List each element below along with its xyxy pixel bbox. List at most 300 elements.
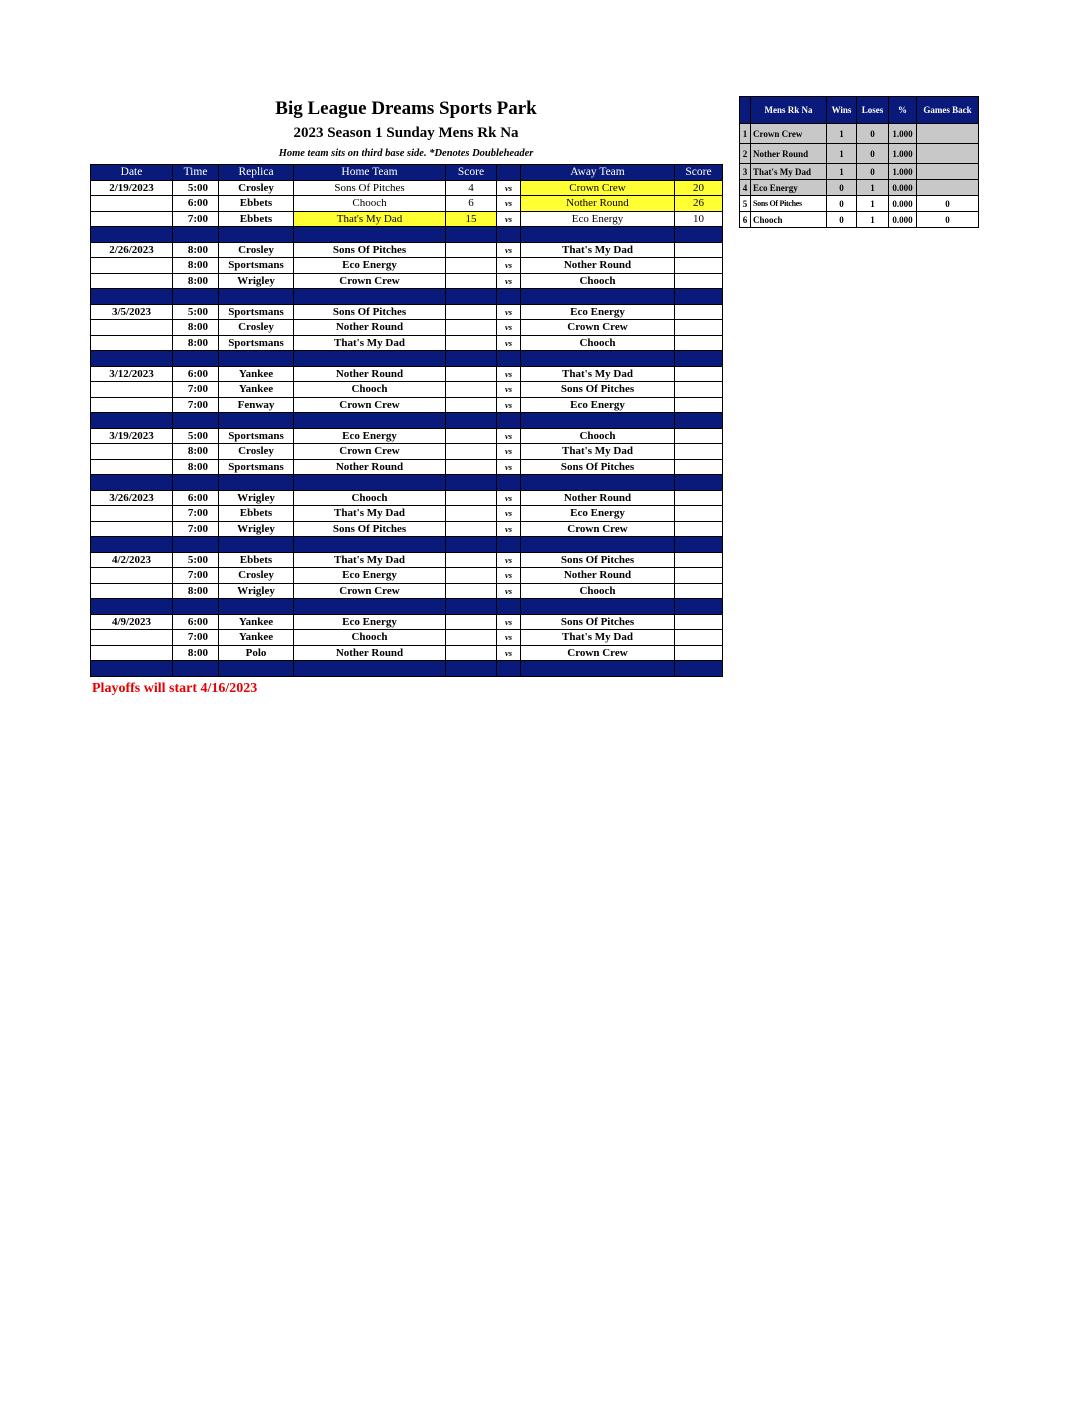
game-home-team: Crown Crew	[294, 444, 446, 460]
standings-division-header: Mens Rk Na	[751, 97, 827, 124]
game-home-team: Nother Round	[294, 320, 446, 336]
game-date	[91, 630, 173, 646]
standings-loses: 0	[857, 144, 889, 164]
game-away-team: Eco Energy	[521, 397, 675, 413]
game-time: 8:00	[173, 645, 219, 661]
game-vs: vs	[497, 258, 521, 274]
standings-row	[740, 124, 979, 144]
game-replica: Fenway	[219, 397, 294, 413]
game-away-team: That's My Dad	[521, 242, 675, 258]
standings-wins: 1	[827, 164, 857, 180]
standings-pct-header: %	[889, 97, 917, 124]
game-away-team: Nother Round	[521, 196, 675, 212]
game-row	[91, 320, 723, 336]
game-away-team: Crown Crew	[521, 180, 675, 196]
separator-cell	[173, 289, 219, 305]
game-time: 5:00	[173, 304, 219, 320]
game-date: 3/26/2023	[91, 490, 173, 506]
game-row	[91, 211, 723, 227]
game-time: 8:00	[173, 583, 219, 599]
game-date: 3/5/2023	[91, 304, 173, 320]
game-vs: vs	[497, 196, 521, 212]
game-replica: Sportsmans	[219, 459, 294, 475]
game-row	[91, 444, 723, 460]
game-date	[91, 196, 173, 212]
game-time: 8:00	[173, 444, 219, 460]
game-away-score	[675, 459, 723, 475]
standings-loses: 0	[857, 164, 889, 180]
game-row	[91, 428, 723, 444]
separator-cell	[294, 413, 446, 429]
game-home-score	[446, 444, 497, 460]
game-date: 3/12/2023	[91, 366, 173, 382]
game-away-team: Eco Energy	[521, 506, 675, 522]
separator-cell	[521, 599, 675, 615]
game-home-score	[446, 428, 497, 444]
game-home-score	[446, 382, 497, 398]
separator-cell	[173, 599, 219, 615]
game-home-team: That's My Dad	[294, 506, 446, 522]
game-away-score	[675, 552, 723, 568]
game-time: 6:00	[173, 614, 219, 630]
game-replica: Yankee	[219, 382, 294, 398]
game-home-team: Eco Energy	[294, 428, 446, 444]
game-away-score	[675, 428, 723, 444]
game-vs: vs	[497, 180, 521, 196]
game-home-team: Chooch	[294, 196, 446, 212]
standings-team: Sons Of Pitches	[751, 196, 827, 212]
game-row	[91, 630, 723, 646]
game-home-team: Sons Of Pitches	[294, 521, 446, 537]
game-home-score	[446, 258, 497, 274]
separator-cell	[497, 661, 521, 677]
game-away-team: That's My Dad	[521, 630, 675, 646]
game-home-team: Eco Energy	[294, 614, 446, 630]
game-row	[91, 459, 723, 475]
game-away-team: Chooch	[521, 583, 675, 599]
schedule-header-row	[91, 165, 723, 181]
standings-wins: 0	[827, 212, 857, 228]
standings-pct: 0.000	[889, 196, 917, 212]
game-away-team: Nother Round	[521, 490, 675, 506]
game-away-score	[675, 258, 723, 274]
separator-cell	[91, 475, 173, 491]
game-home-score	[446, 335, 497, 351]
game-away-team: Sons Of Pitches	[521, 459, 675, 475]
game-row	[91, 382, 723, 398]
standings-loses-header: Loses	[857, 97, 889, 124]
separator-cell	[497, 227, 521, 243]
game-replica: Sportsmans	[219, 335, 294, 351]
game-home-team: Chooch	[294, 382, 446, 398]
standings-pct: 1.000	[889, 124, 917, 144]
game-away-team: Sons Of Pitches	[521, 614, 675, 630]
game-away-team: Sons Of Pitches	[521, 382, 675, 398]
standings-rank: 5	[740, 196, 751, 212]
game-away-score	[675, 568, 723, 584]
game-away-score	[675, 521, 723, 537]
game-time: 8:00	[173, 258, 219, 274]
game-away-score	[675, 397, 723, 413]
standings-games-back: 0	[917, 212, 979, 228]
week-separator	[91, 351, 723, 367]
page-subtitle: 2023 Season 1 Sunday Mens Rk Na	[293, 125, 519, 141]
separator-cell	[294, 599, 446, 615]
game-time: 7:00	[173, 397, 219, 413]
game-away-team: Chooch	[521, 428, 675, 444]
game-home-team: Sons Of Pitches	[294, 242, 446, 258]
game-home-team: That's My Dad	[294, 552, 446, 568]
game-row	[91, 304, 723, 320]
game-time: 7:00	[173, 382, 219, 398]
separator-cell	[219, 227, 294, 243]
standings-games-back: 0	[917, 196, 979, 212]
game-away-team: Sons Of Pitches	[521, 552, 675, 568]
game-replica: Ebbets	[219, 211, 294, 227]
game-date	[91, 273, 173, 289]
game-replica: Ebbets	[219, 196, 294, 212]
game-row	[91, 273, 723, 289]
separator-cell	[219, 661, 294, 677]
separator-cell	[294, 661, 446, 677]
separator-cell	[219, 537, 294, 553]
separator-cell	[294, 289, 446, 305]
game-row	[91, 645, 723, 661]
game-time: 8:00	[173, 273, 219, 289]
week-separator	[91, 413, 723, 429]
separator-cell	[675, 289, 723, 305]
standings-body	[740, 124, 979, 228]
col-replica-header: Replica	[219, 165, 294, 181]
game-away-team: Chooch	[521, 273, 675, 289]
separator-cell	[91, 227, 173, 243]
game-row	[91, 196, 723, 212]
game-date	[91, 320, 173, 336]
game-home-team: Chooch	[294, 630, 446, 646]
game-row	[91, 397, 723, 413]
game-home-score	[446, 459, 497, 475]
game-replica: Wrigley	[219, 273, 294, 289]
week-separator	[91, 537, 723, 553]
separator-cell	[173, 661, 219, 677]
game-vs: vs	[497, 645, 521, 661]
game-time: 8:00	[173, 242, 219, 258]
game-away-team: Crown Crew	[521, 645, 675, 661]
game-row	[91, 506, 723, 522]
separator-cell	[91, 413, 173, 429]
game-away-score	[675, 366, 723, 382]
game-replica: Crosley	[219, 180, 294, 196]
separator-cell	[91, 351, 173, 367]
game-time: 8:00	[173, 335, 219, 351]
col-time-header: Time	[173, 165, 219, 181]
week-separator	[91, 289, 723, 305]
col-away-score-header: Score	[675, 165, 723, 181]
standings-wins-header: Wins	[827, 97, 857, 124]
game-away-team: Nother Round	[521, 568, 675, 584]
game-vs: vs	[497, 583, 521, 599]
separator-cell	[675, 475, 723, 491]
game-replica: Sportsmans	[219, 258, 294, 274]
game-vs: vs	[497, 552, 521, 568]
separator-cell	[294, 351, 446, 367]
game-away-team: Crown Crew	[521, 521, 675, 537]
separator-cell	[294, 475, 446, 491]
week-separator	[91, 599, 723, 615]
separator-cell	[446, 599, 497, 615]
page-title: Big League Dreams Sports Park	[275, 98, 537, 119]
game-time: 8:00	[173, 459, 219, 475]
game-time: 7:00	[173, 630, 219, 646]
separator-cell	[521, 537, 675, 553]
separator-cell	[446, 475, 497, 491]
game-home-score	[446, 273, 497, 289]
game-home-team: Nother Round	[294, 366, 446, 382]
game-vs: vs	[497, 320, 521, 336]
game-replica: Ebbets	[219, 506, 294, 522]
game-row	[91, 366, 723, 382]
game-home-score: 15	[446, 211, 497, 227]
game-row	[91, 490, 723, 506]
game-row	[91, 242, 723, 258]
separator-cell	[294, 227, 446, 243]
game-away-score	[675, 320, 723, 336]
game-replica: Wrigley	[219, 583, 294, 599]
game-home-score	[446, 304, 497, 320]
separator-cell	[446, 413, 497, 429]
game-away-score	[675, 335, 723, 351]
game-home-score	[446, 645, 497, 661]
separator-cell	[521, 227, 675, 243]
game-home-score	[446, 521, 497, 537]
game-home-score	[446, 552, 497, 568]
game-home-team: Chooch	[294, 490, 446, 506]
schedule-table	[90, 164, 723, 677]
separator-cell	[497, 351, 521, 367]
separator-cell	[173, 227, 219, 243]
game-replica: Wrigley	[219, 521, 294, 537]
week-separator	[91, 227, 723, 243]
game-replica: Yankee	[219, 630, 294, 646]
game-date	[91, 568, 173, 584]
game-time: 7:00	[173, 506, 219, 522]
game-away-score	[675, 273, 723, 289]
week-separator	[91, 661, 723, 677]
game-time: 6:00	[173, 196, 219, 212]
game-time: 5:00	[173, 428, 219, 444]
separator-cell	[446, 227, 497, 243]
separator-cell	[446, 289, 497, 305]
game-replica: Crosley	[219, 242, 294, 258]
separator-cell	[173, 537, 219, 553]
game-home-team: Eco Energy	[294, 258, 446, 274]
standings-row	[740, 164, 979, 180]
game-replica: Crosley	[219, 320, 294, 336]
standings-wins: 1	[827, 124, 857, 144]
game-home-score: 4	[446, 180, 497, 196]
standings-rank-header	[740, 97, 751, 124]
game-date: 4/2/2023	[91, 552, 173, 568]
game-vs: vs	[497, 630, 521, 646]
game-time: 6:00	[173, 366, 219, 382]
standings-games-back	[917, 124, 979, 144]
game-vs: vs	[497, 490, 521, 506]
game-vs: vs	[497, 335, 521, 351]
game-home-score	[446, 614, 497, 630]
game-away-score	[675, 382, 723, 398]
game-home-team: Crown Crew	[294, 397, 446, 413]
standings-rank: 3	[740, 164, 751, 180]
game-vs: vs	[497, 506, 521, 522]
game-replica: Yankee	[219, 366, 294, 382]
separator-cell	[521, 413, 675, 429]
standings-header-row	[740, 97, 979, 124]
standings-team: Chooch	[751, 212, 827, 228]
game-home-score: 6	[446, 196, 497, 212]
game-time: 7:00	[173, 211, 219, 227]
separator-cell	[675, 599, 723, 615]
standings-wins: 0	[827, 180, 857, 196]
standings-team: Eco Energy	[751, 180, 827, 196]
game-away-score: 10	[675, 211, 723, 227]
game-away-team: Nother Round	[521, 258, 675, 274]
game-date	[91, 645, 173, 661]
game-away-score	[675, 583, 723, 599]
game-date: 2/19/2023	[91, 180, 173, 196]
game-away-score	[675, 645, 723, 661]
separator-cell	[497, 413, 521, 429]
game-date: 2/26/2023	[91, 242, 173, 258]
game-home-score	[446, 397, 497, 413]
game-home-team: Crown Crew	[294, 273, 446, 289]
game-vs: vs	[497, 444, 521, 460]
game-date: 4/9/2023	[91, 614, 173, 630]
game-row	[91, 583, 723, 599]
game-vs: vs	[497, 428, 521, 444]
col-home-team-header: Home Team	[294, 165, 446, 181]
game-row	[91, 614, 723, 630]
game-row	[91, 521, 723, 537]
game-vs: vs	[497, 304, 521, 320]
game-vs: vs	[497, 614, 521, 630]
standings-loses: 1	[857, 180, 889, 196]
standings-row	[740, 144, 979, 164]
standings-team: Nother Round	[751, 144, 827, 164]
standings-games-back	[917, 164, 979, 180]
separator-cell	[446, 537, 497, 553]
game-away-score: 26	[675, 196, 723, 212]
standings-loses: 1	[857, 212, 889, 228]
separator-cell	[497, 537, 521, 553]
separator-cell	[675, 227, 723, 243]
game-vs: vs	[497, 382, 521, 398]
game-home-team: Sons Of Pitches	[294, 304, 446, 320]
game-home-team: Sons Of Pitches	[294, 180, 446, 196]
game-replica: Sportsmans	[219, 304, 294, 320]
game-row	[91, 180, 723, 196]
game-home-score	[446, 630, 497, 646]
game-vs: vs	[497, 521, 521, 537]
separator-cell	[219, 413, 294, 429]
separator-cell	[91, 289, 173, 305]
game-home-score	[446, 366, 497, 382]
game-home-team: Nother Round	[294, 645, 446, 661]
game-replica: Crosley	[219, 568, 294, 584]
game-time: 7:00	[173, 521, 219, 537]
separator-cell	[521, 661, 675, 677]
standings-rank: 4	[740, 180, 751, 196]
game-vs: vs	[497, 366, 521, 382]
game-date	[91, 397, 173, 413]
game-away-team: Eco Energy	[521, 304, 675, 320]
game-date	[91, 211, 173, 227]
standings-pct: 0.000	[889, 180, 917, 196]
separator-cell	[446, 351, 497, 367]
game-replica: Ebbets	[219, 552, 294, 568]
separator-cell	[675, 413, 723, 429]
game-replica: Crosley	[219, 444, 294, 460]
col-date-header: Date	[91, 165, 173, 181]
game-row	[91, 552, 723, 568]
standings-games-back-header: Games Back	[917, 97, 979, 124]
playoffs-note: Playoffs will start 4/16/2023	[92, 681, 258, 696]
game-home-team: Nother Round	[294, 459, 446, 475]
standings-wins: 0	[827, 196, 857, 212]
separator-cell	[497, 289, 521, 305]
separator-cell	[91, 661, 173, 677]
separator-cell	[521, 475, 675, 491]
separator-cell	[91, 599, 173, 615]
separator-cell	[446, 661, 497, 677]
game-home-team: That's My Dad	[294, 211, 446, 227]
game-time: 7:00	[173, 568, 219, 584]
separator-cell	[675, 351, 723, 367]
game-date	[91, 444, 173, 460]
separator-cell	[675, 661, 723, 677]
schedule-body	[91, 180, 723, 676]
game-date	[91, 335, 173, 351]
game-away-team: Crown Crew	[521, 320, 675, 336]
game-home-score	[446, 320, 497, 336]
col-away-team-header: Away Team	[521, 165, 675, 181]
game-away-score	[675, 506, 723, 522]
game-home-score	[446, 490, 497, 506]
standings-pct: 1.000	[889, 144, 917, 164]
game-date	[91, 521, 173, 537]
separator-cell	[497, 475, 521, 491]
game-home-score	[446, 583, 497, 599]
game-replica: Polo	[219, 645, 294, 661]
game-vs: vs	[497, 242, 521, 258]
game-row	[91, 335, 723, 351]
standings-games-back	[917, 144, 979, 164]
game-home-team: Crown Crew	[294, 583, 446, 599]
game-date: 3/19/2023	[91, 428, 173, 444]
game-date	[91, 506, 173, 522]
game-vs: vs	[497, 568, 521, 584]
game-away-score	[675, 444, 723, 460]
standings-games-back	[917, 180, 979, 196]
standings-team: Crown Crew	[751, 124, 827, 144]
separator-cell	[219, 351, 294, 367]
standings-row	[740, 212, 979, 228]
game-vs: vs	[497, 397, 521, 413]
game-date	[91, 382, 173, 398]
game-row	[91, 258, 723, 274]
game-home-team: Eco Energy	[294, 568, 446, 584]
game-vs: vs	[497, 459, 521, 475]
separator-cell	[521, 351, 675, 367]
